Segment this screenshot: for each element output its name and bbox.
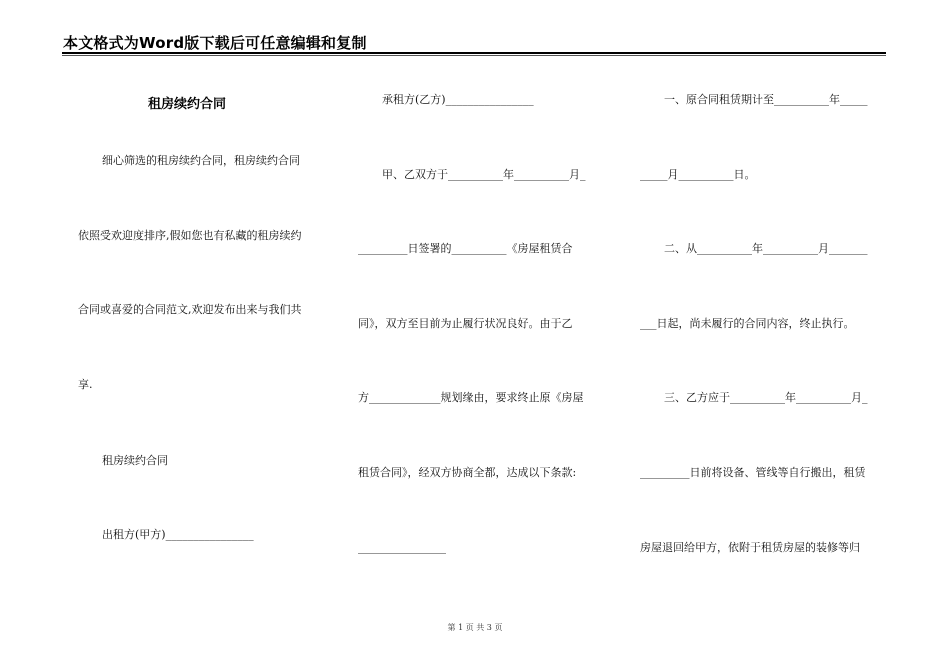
column-1 <box>78 0 328 672</box>
text-line: ___日起，尚未履行的合同内容，终止执行。 <box>640 317 855 330</box>
page-number: 第 1 页 共 3 页 <box>447 623 503 632</box>
text-line: 一、原合同租赁期计至__________年_____ <box>664 93 868 106</box>
text-line: 依照受欢迎度排序,假如您也有私藏的租房续约 <box>78 229 302 242</box>
subheading: 租房续约合同 <box>102 454 168 467</box>
document-banner: 本文格式为Word版下载后可任意编辑和复制 <box>63 34 367 52</box>
text-line: _________日签署的__________《房屋租赁合 <box>358 242 573 255</box>
text-line: 租赁合同》，经双方协商全都，达成以下条款: <box>358 466 577 479</box>
text-line: 房屋退回给甲方，依附于租赁房屋的装修等归 <box>640 541 860 554</box>
text-line: 方_____________规划缘由，要求终止原《房屋 <box>358 391 584 404</box>
column-2 <box>358 0 608 672</box>
text-line: 享. <box>78 378 93 391</box>
text-line: 甲、乙双方于__________年__________月_ <box>382 168 586 181</box>
text-line: 出租方(甲方)________________ <box>102 528 254 541</box>
text-line: 三、乙方应于__________年__________月_ <box>664 391 868 404</box>
text-line: 二、从__________年__________月_______ <box>664 242 868 255</box>
text-line: _____月__________日。 <box>640 168 756 181</box>
text-line: 合同或喜爱的合同范文,欢迎发布出来与我们共 <box>78 303 302 316</box>
column-3 <box>640 0 890 672</box>
text-line: 同》，双方至目前为止履行状况良好。由于乙 <box>358 317 573 330</box>
contract-title: 租房续约合同 <box>148 97 227 112</box>
text-line: 细心筛选的租房续约合同，租房续约合同 <box>102 154 300 167</box>
text-line: _________日前将设备、管线等自行搬出，租赁 <box>640 466 866 479</box>
text-line: ________________ <box>358 541 446 554</box>
text-line: 承租方(乙方)________________ <box>382 93 534 106</box>
